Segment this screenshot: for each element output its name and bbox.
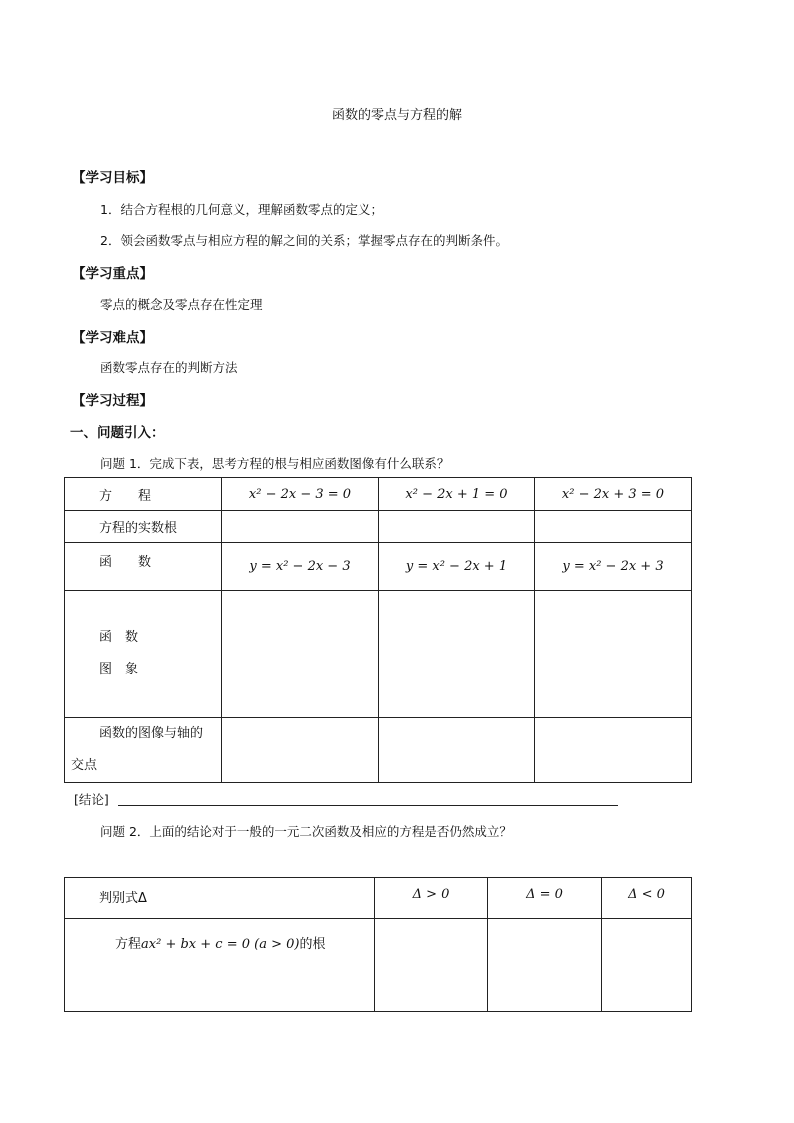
answer-cell[interactable] xyxy=(602,919,692,1012)
goal-item-1: 1．结合方程根的几何意义，理解函数零点的定义； xyxy=(100,202,383,217)
question-2: 问题 2．上面的结论对于一般的一元二次函数及相应的方程是否仍然成立？ xyxy=(100,824,512,839)
equation-function-table xyxy=(64,477,692,783)
question-1: 问题 1．完成下表，思考方程的根与相应函数图像有什么联系？ xyxy=(100,456,450,471)
row-label-function: 函 数 xyxy=(65,543,222,591)
conclusion-blank-line[interactable] xyxy=(118,805,618,806)
part1-header: 一、问题引入： xyxy=(70,425,165,441)
row-label-intersection-line1: 函数的图像与轴的 xyxy=(99,726,204,741)
row-label-graph-line1: 函 数 xyxy=(99,630,139,645)
equation-cell: x² − 2x + 1 = 0 xyxy=(379,478,535,511)
discriminant-table xyxy=(64,877,692,1012)
answer-cell[interactable] xyxy=(222,511,379,543)
answer-cell[interactable] xyxy=(535,511,692,543)
header-equation-label: 方 程 xyxy=(65,478,222,511)
row-label-graph xyxy=(65,591,222,718)
row-label-real-roots: 方程的实数根 xyxy=(65,511,222,543)
row-label-prefix: 方程 xyxy=(115,937,142,952)
equation-cell: x² − 2x − 3 = 0 xyxy=(222,478,379,511)
answer-cell[interactable] xyxy=(375,919,488,1012)
answer-cell[interactable] xyxy=(222,718,379,783)
general-equation: ax² + bx + c = 0 (a > 0) xyxy=(141,937,300,952)
graph-cell[interactable] xyxy=(379,591,535,718)
goal-item-2: 2．领会函数零点与相应方程的解之间的关系；掌握零点存在的判断条件。 xyxy=(100,233,508,248)
function-cell: y = x² − 2x + 1 xyxy=(379,543,535,591)
page-title: 函数的零点与方程的解 xyxy=(331,108,462,123)
row-label-intersection-line2: 交点 xyxy=(71,758,98,773)
difficulty-header: 【学习难点】 xyxy=(72,330,153,346)
graph-cell[interactable] xyxy=(535,591,692,718)
answer-cell[interactable] xyxy=(379,718,535,783)
difficulty-text: 函数零点存在的判断方法 xyxy=(100,360,238,375)
goals-header: 【学习目标】 xyxy=(72,170,153,186)
answer-cell[interactable] xyxy=(379,511,535,543)
conclusion-label: [结论] xyxy=(74,792,109,807)
row-label-roots xyxy=(65,919,375,1012)
function-cell: y = x² − 2x + 3 xyxy=(535,543,692,591)
case-cell: Δ = 0 xyxy=(488,878,602,919)
case-cell: Δ > 0 xyxy=(375,878,488,919)
key-text: 零点的概念及零点存在性定理 xyxy=(100,297,263,312)
answer-cell[interactable] xyxy=(488,919,602,1012)
graph-cell[interactable] xyxy=(222,591,379,718)
row-label-suffix: 的根 xyxy=(299,937,326,952)
function-cell: y = x² − 2x − 3 xyxy=(222,543,379,591)
answer-cell[interactable] xyxy=(535,718,692,783)
case-cell: Δ < 0 xyxy=(602,878,692,919)
row-label-graph-line2: 图 象 xyxy=(99,662,139,677)
row-label-intersection xyxy=(65,718,222,783)
header-discriminant-label: 判别式Δ xyxy=(65,878,375,919)
process-header: 【学习过程】 xyxy=(72,393,153,409)
key-header: 【学习重点】 xyxy=(72,266,153,282)
equation-cell: x² − 2x + 3 = 0 xyxy=(535,478,692,511)
